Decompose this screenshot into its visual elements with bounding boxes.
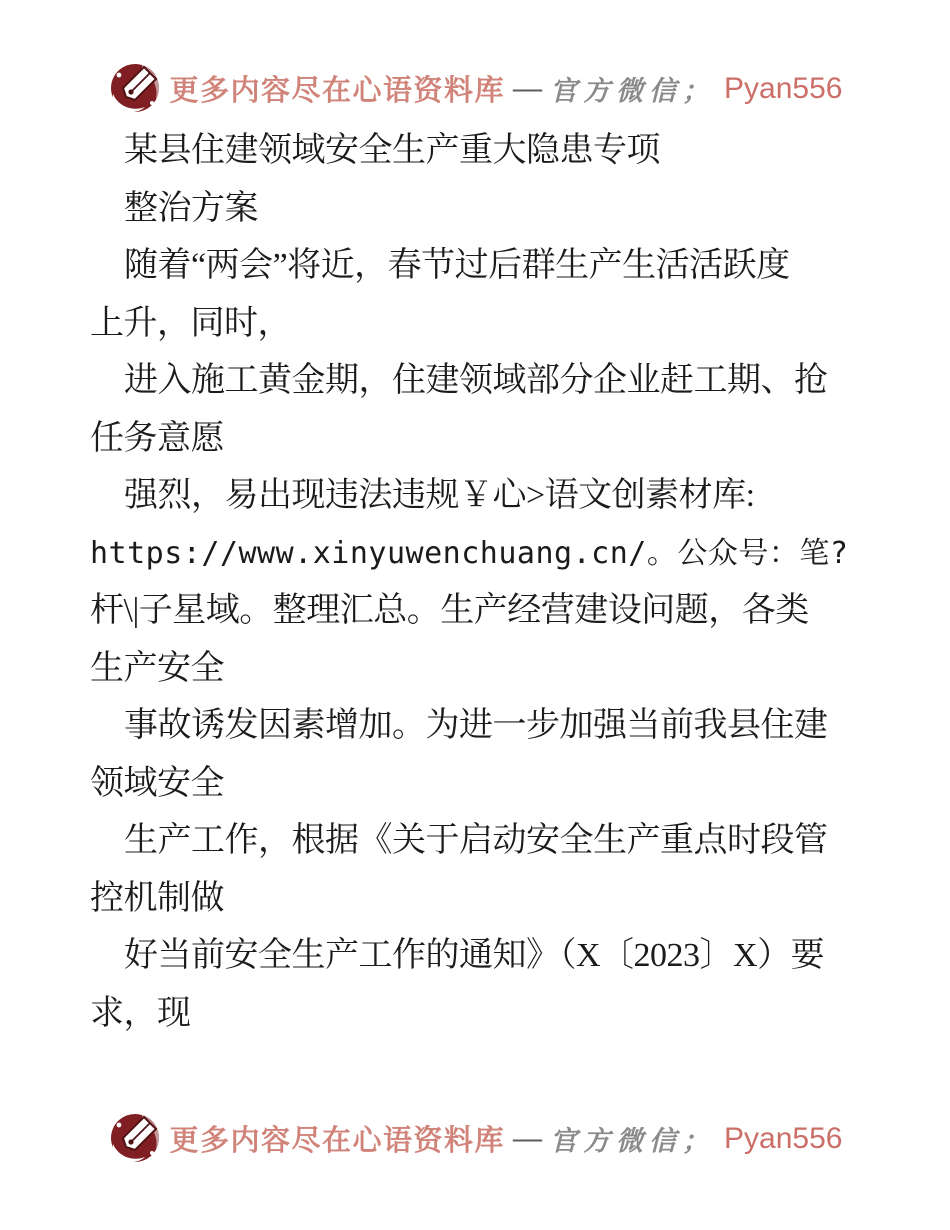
text-line: 控机制做 [90, 879, 224, 917]
text-line: 事故诱发因素增加。为进一步加强当前我县住建 [124, 707, 828, 744]
text-line: 杆\|子星域。整理汇总。生产经营建设问题，各类 [90, 592, 809, 629]
watermark-brand-text: 更多内容尽在心语资料库 [169, 1125, 506, 1157]
watermark-brand-text: 更多内容尽在心语资料库 [169, 75, 506, 107]
text-line: 任务意愿 [90, 419, 224, 457]
text-line: 生产安全 [90, 649, 224, 687]
header-watermark [0, 62, 950, 115]
watermark-wechat-label: 官方微信； [550, 76, 716, 106]
text-line: 进入施工黄金期，住建领域部分企业赶工期、抢 [124, 362, 828, 399]
text-line: 求，现 [90, 994, 191, 1032]
document-body [90, 122, 890, 1042]
watermark-wechat-id: Pyan556 [724, 71, 843, 105]
text-line: 随着“两会”将近，春节过后群生产生活活跃度 [124, 247, 790, 284]
pen-nib-circle-logo-icon [108, 62, 163, 115]
text-line: 某县住建领域安全生产重大隐患专项 [124, 132, 660, 169]
text-line: 领域安全 [90, 764, 224, 802]
text-line: 强烈，易出现违法违规￥心>语文创素材库: [124, 477, 755, 514]
footer-watermark [0, 1112, 950, 1165]
watermark-wechat-label: 官方微信； [550, 1126, 716, 1156]
text-line: 整治方案 [124, 189, 258, 227]
watermark-dash: — [513, 72, 543, 104]
text-line: https://www.xinyuwenchuang.cn/。公众号：笔? [90, 535, 849, 571]
pen-nib-circle-logo-icon [108, 1112, 163, 1165]
watermark-wechat-id: Pyan556 [724, 1121, 843, 1155]
watermark-dash: — [513, 1122, 543, 1154]
text-line: 好当前安全生产工作的通知》（X〔2023〕X）要 [124, 937, 825, 974]
text-line: 生产工作，根据《关于启动安全生产重点时段管 [124, 822, 828, 859]
text-line: 上升，同时， [90, 304, 291, 342]
